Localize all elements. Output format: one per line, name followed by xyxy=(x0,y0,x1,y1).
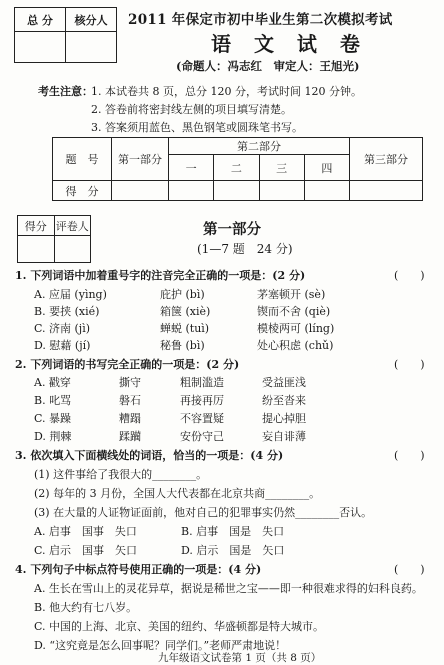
q3-d: D. 启示 国是 矢口 xyxy=(181,544,285,557)
sub-1: 一 xyxy=(169,155,214,181)
q2-b-4: 纷至沓来 xyxy=(262,394,306,407)
q4-b: B. 他大约有七八岁。 xyxy=(34,601,138,614)
score-cell[interactable] xyxy=(214,181,259,201)
q2-d-1: D. 荆棘 xyxy=(34,430,72,443)
q3-line-1: (1) 这件事给了我很大的________。 xyxy=(34,468,208,481)
q2-c-4: 提心掉胆 xyxy=(262,412,306,425)
q4-stem: 4. 下列句子中标点符号使用正确的一项是：(4 分) xyxy=(15,563,262,576)
score-row-label: 得 分 xyxy=(53,181,112,201)
authors: (命题人：冯志红 审定人：王旭光) xyxy=(176,59,360,73)
q3-answer-paren[interactable]: ( ) xyxy=(394,449,425,462)
q1-c-1: C. 济南 (jì) xyxy=(34,322,91,335)
q2-c-1: C. 暴躁 xyxy=(34,412,72,425)
q1-b-3: 锲而不舍 (qiè) xyxy=(257,305,331,318)
checker-label: 核分人 xyxy=(66,8,117,32)
q3-c: C. 启示 国事 矢口 xyxy=(34,544,138,557)
q2-d-4: 妄自诽薄 xyxy=(262,430,306,443)
exam-title: 2011 年保定市初中毕业生第二次模拟考试 xyxy=(128,12,393,28)
paper-subtitle: 语 文 试 卷 xyxy=(211,32,368,56)
sub-3: 三 xyxy=(259,155,304,181)
q1-stem: 1. 下列词语中加着重号字的注音完全正确的一项是：(2 分) xyxy=(15,269,306,282)
notes-label: 考生注意： xyxy=(38,85,93,98)
score-cell[interactable] xyxy=(259,181,304,201)
q2-a-1: A. 戳穿 xyxy=(34,376,71,389)
note-2: 2. 答卷前将密封线左侧的项目填写清楚。 xyxy=(91,103,292,116)
q1-answer-paren[interactable]: ( ) xyxy=(394,269,425,282)
score-cell[interactable] xyxy=(350,181,423,201)
part3-header: 第三部分 xyxy=(350,138,423,181)
page-footer: 九年级语文试卷第 1 页（共 8 页） xyxy=(158,652,322,664)
q1-c-2: 蝉蜕 (tuì) xyxy=(160,322,210,335)
q4-answer-paren[interactable]: ( ) xyxy=(394,563,425,576)
q1-d-2: 秘鲁 (bì) xyxy=(160,339,205,352)
checker-cell[interactable] xyxy=(66,32,117,63)
note-3: 3. 答案须用蓝色、黑色钢笔或圆珠笔书写。 xyxy=(91,121,303,134)
q1-b-1: B. 要挟 (xié) xyxy=(34,305,100,318)
grader-box xyxy=(17,215,91,263)
sub-2: 二 xyxy=(214,155,259,181)
q1-d-1: D. 慰藉 (jí) xyxy=(34,339,91,352)
q3-line-3: (3) 在大量的人证物证面前，他对自己的犯罪事实仍然________否认。 xyxy=(34,506,373,519)
q4-a: A. 生长在雪山上的灵花异草，据说是稀世之宝——即一种很难求得的妇科良药。 xyxy=(34,582,423,595)
q1-b-2: 箱箧 (xiè) xyxy=(160,305,211,318)
q2-b-1: B. 叱骂 xyxy=(34,394,72,407)
q1-a-1: A. 应届 (yìng) xyxy=(34,288,107,301)
note-1: 1. 本试卷共 8 页，总分 120 分，考试时间 120 分钟。 xyxy=(91,85,362,98)
q2-d-2: 蹂躏 xyxy=(119,430,141,443)
q2-answer-paren[interactable]: ( ) xyxy=(394,358,425,371)
part1-title: 第一部分 xyxy=(203,221,261,238)
q2-stem: 2. 下列词语的书写完全正确的一项是：(2 分) xyxy=(15,358,240,371)
sub-4: 四 xyxy=(304,155,349,181)
q4-d: D. “这究竟是怎么回事呢？同学们。”老师严肃地说！ xyxy=(34,639,287,652)
q2-a-3: 粗制滥造 xyxy=(180,376,224,389)
q1-d-3: 处心积虑 (chǔ) xyxy=(257,339,334,352)
q3-b: B. 启事 国是 失口 xyxy=(181,525,285,538)
q2-b-2: 磐石 xyxy=(119,394,141,407)
q1-a-2: 庇护 (bì) xyxy=(160,288,205,301)
q1-c-3: 模棱两可 (líng) xyxy=(257,322,335,335)
grader-score-cell[interactable] xyxy=(18,236,55,263)
q2-d-3: 安份守己 xyxy=(180,430,224,443)
q1-a-3: 茅塞顿开 (sè) xyxy=(257,288,326,301)
q3-line-2: (2) 每年的 3 月份，全国人大代表都在北京共商________。 xyxy=(34,487,321,500)
question-no-header: 题 号 xyxy=(53,138,112,181)
grader-label: 评卷人 xyxy=(54,216,91,236)
q4-c: C. 中国的上海、北京、美国的纽约、华盛顿都是特大城市。 xyxy=(34,620,325,633)
total-score-label: 总 分 xyxy=(15,8,66,32)
part1-range: (1—7 题 24 分) xyxy=(197,242,293,256)
total-score-cell[interactable] xyxy=(15,32,66,63)
score-cell[interactable] xyxy=(169,181,214,201)
score-cell[interactable] xyxy=(112,181,169,201)
q2-a-2: 撕守 xyxy=(119,376,141,389)
q2-a-4: 受益匪浅 xyxy=(262,376,306,389)
total-score-box xyxy=(14,7,117,63)
grader-score-label: 得分 xyxy=(18,216,55,236)
q3-stem: 3. 依次填入下面横线处的词语，恰当的一项是：(4 分) xyxy=(15,449,284,462)
score-table xyxy=(52,137,423,201)
q2-c-3: 不容置疑 xyxy=(180,412,224,425)
q2-c-2: 糟蹋 xyxy=(119,412,141,425)
grader-cell[interactable] xyxy=(54,236,91,263)
part1-header: 第一部分 xyxy=(112,138,169,181)
part2-header: 第二部分 xyxy=(169,138,350,155)
score-cell[interactable] xyxy=(304,181,349,201)
q2-b-3: 再接再厉 xyxy=(180,394,224,407)
q3-a: A. 启事 国事 失口 xyxy=(34,525,137,538)
